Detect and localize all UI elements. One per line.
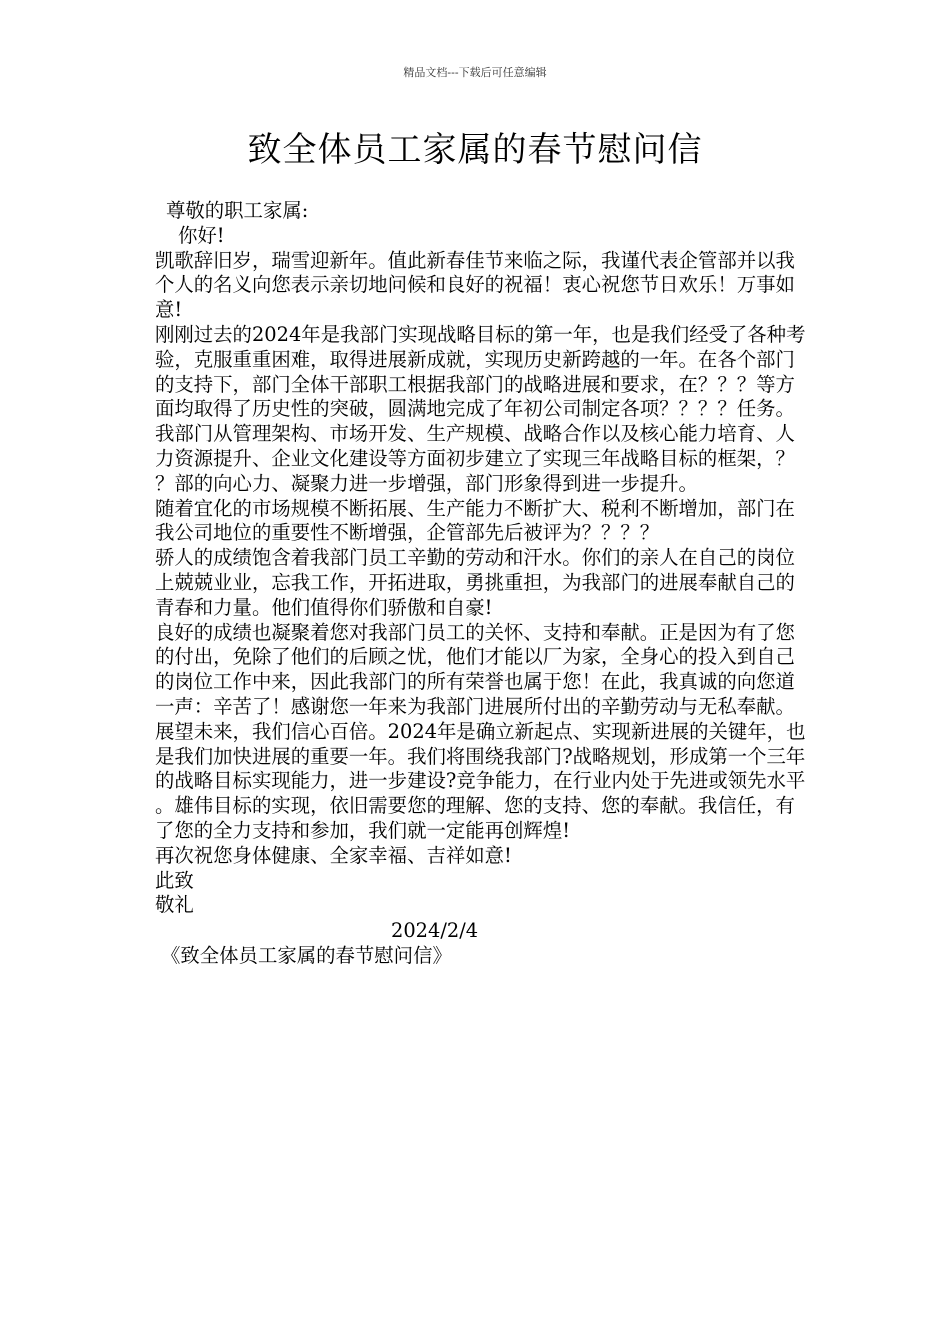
letter-title: 致全体员工家属的春节慰问信 bbox=[247, 130, 703, 170]
letter-closing-jingli: 敬礼 bbox=[155, 893, 194, 917]
letter-date: 2024/2/4 bbox=[391, 919, 479, 943]
letter-closing-wish: 再次祝您身体健康、全家幸福、吉祥如意! bbox=[155, 843, 512, 867]
letter-paragraph: 展望未来，我们信心百倍。2024年是确立新起点、实现新进展的关键年，也是我们加快进展的重要一年。我们将围绕我部门?战略规划，形成第一个三年的战略目标实现能力，进一步建设?竞争能力，在行业内处于先进或领先水平。雄伟目标的实现，依旧需要您的理解、您的支持、您的奉献。我信任，有了您的全力支持和参加，我们就一定能再创辉煌! bbox=[155, 719, 806, 842]
letter-closing-cizhi: 此致 bbox=[155, 868, 194, 892]
page-header-note: 精品文档---下载后可任意编辑 bbox=[403, 66, 547, 79]
document-footer-title: 《致全体员工家属的春节慰问信》 bbox=[161, 943, 452, 967]
letter-paragraph: 凯歌辞旧岁，瑞雪迎新年。值此新春佳节来临之际，我谨代表企管部并以我个人的名义向您表示亲切地问候和良好的祝福！衷心祝您节日欢乐！万事如意! bbox=[155, 248, 795, 322]
letter-paragraph: 良好的成绩也凝聚着您对我部门员工的关怀、支持和奉献。正是因为有了您的付出，免除了他们的后顾之忧，他们才能以厂为家，全身心的投入到自己的岗位工作中来，因此我部门的所有荣誉也属于您！在此，我真诚的向您道一声：辛苦了！感谢您一年来为我部门进展所付出的辛勤劳动与无私奉献。 bbox=[155, 620, 795, 718]
letter-salutation: 尊敬的职工家属: bbox=[166, 199, 309, 222]
letter-paragraph: 骄人的成绩饱含着我部门员工辛勤的劳动和汗水。你们的亲人在自己的岗位上兢兢业业，忘我工作，开拓进取，勇挑重担，为我部门的进展奉献自己的青春和力量。他们值得你们骄傲和自豪! bbox=[155, 546, 795, 619]
letter-paragraph: 刚刚过去的2024年是我部门实现战略目标的第一年，也是我们经受了各种考验，克服重重困难，取得进展新成就，实现历史新跨越的一年。在各个部门的支持下，部门全体干部职工根据我部门的战略进展和要求，在？？？等方面均取得了历史性的突破，圆满地完成了年初公司制定各项？？？？任务。我部门从管理架构、市场开发、生产规模、战略合作以及核心能力培育、人力资源提升、企业文化建设等方面初步建立了实现三年战略目标的框架，？？部的向心力、凝聚力进一步增强，部门形象得到进一步提升。 bbox=[155, 322, 806, 495]
letter-body bbox=[145, 199, 813, 969]
letter-greeting: 你好! bbox=[178, 223, 225, 247]
letter-paragraph: 随着宜化的市场规模不断拓展、生产能力不断扩大、税利不断增加，部门在我公司地位的重要性不断增强，企管部先后被评为？？？？ bbox=[155, 496, 795, 545]
